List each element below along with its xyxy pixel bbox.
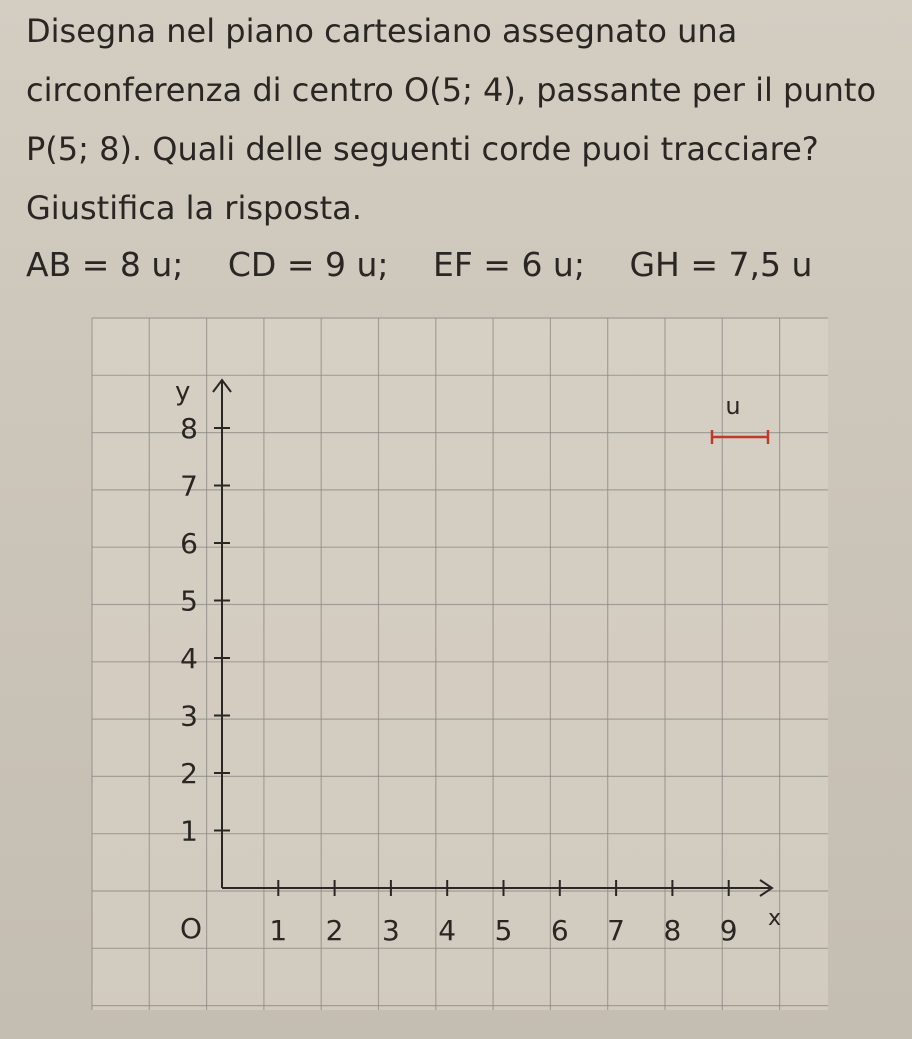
chord-gh: GH = 7,5 u (629, 245, 813, 284)
problem-text: Disegna nel piano cartesiano assegnato una circonferenza di centro O(5; 4), passante per il punto P(5; 8). Quali delle seguenti corde puoi tracciare? Giustifica la risposta. (26, 12, 877, 227)
y-axis-label: y (175, 377, 191, 407)
x-tick-label: 2 (325, 914, 344, 947)
y-tick-label: 7 (180, 469, 198, 503)
x-tick-label: 5 (494, 914, 513, 947)
x-tick-label: 8 (663, 914, 682, 947)
y-tick-label: 4 (180, 642, 198, 675)
y-tick-label: 6 (180, 527, 198, 560)
x-tick-label: 4 (438, 914, 457, 947)
x-tick-label: 9 (719, 914, 738, 947)
x-tick-label: 1 (269, 914, 288, 947)
chord-ab: AB = 8 u; (26, 245, 184, 284)
chord-cd: CD = 9 u; (227, 245, 389, 284)
x-tick-label: 6 (550, 914, 569, 947)
x-tick-labels (269, 914, 737, 947)
origin-label: O (180, 912, 203, 945)
grid-paper (92, 318, 828, 1010)
unit-label: u (725, 392, 741, 420)
y-tick-label: 8 (180, 412, 198, 445)
y-tick-label: 5 (180, 584, 198, 618)
chord-ef: EF = 6 u; (432, 245, 585, 284)
y-tick-label: 2 (180, 757, 198, 790)
x-tick-label: 3 (381, 914, 400, 947)
x-axis-label: x (768, 906, 782, 931)
y-tick-label: 3 (180, 699, 198, 733)
x-tick-label: 7 (607, 914, 626, 947)
y-tick-label: 1 (180, 814, 198, 848)
